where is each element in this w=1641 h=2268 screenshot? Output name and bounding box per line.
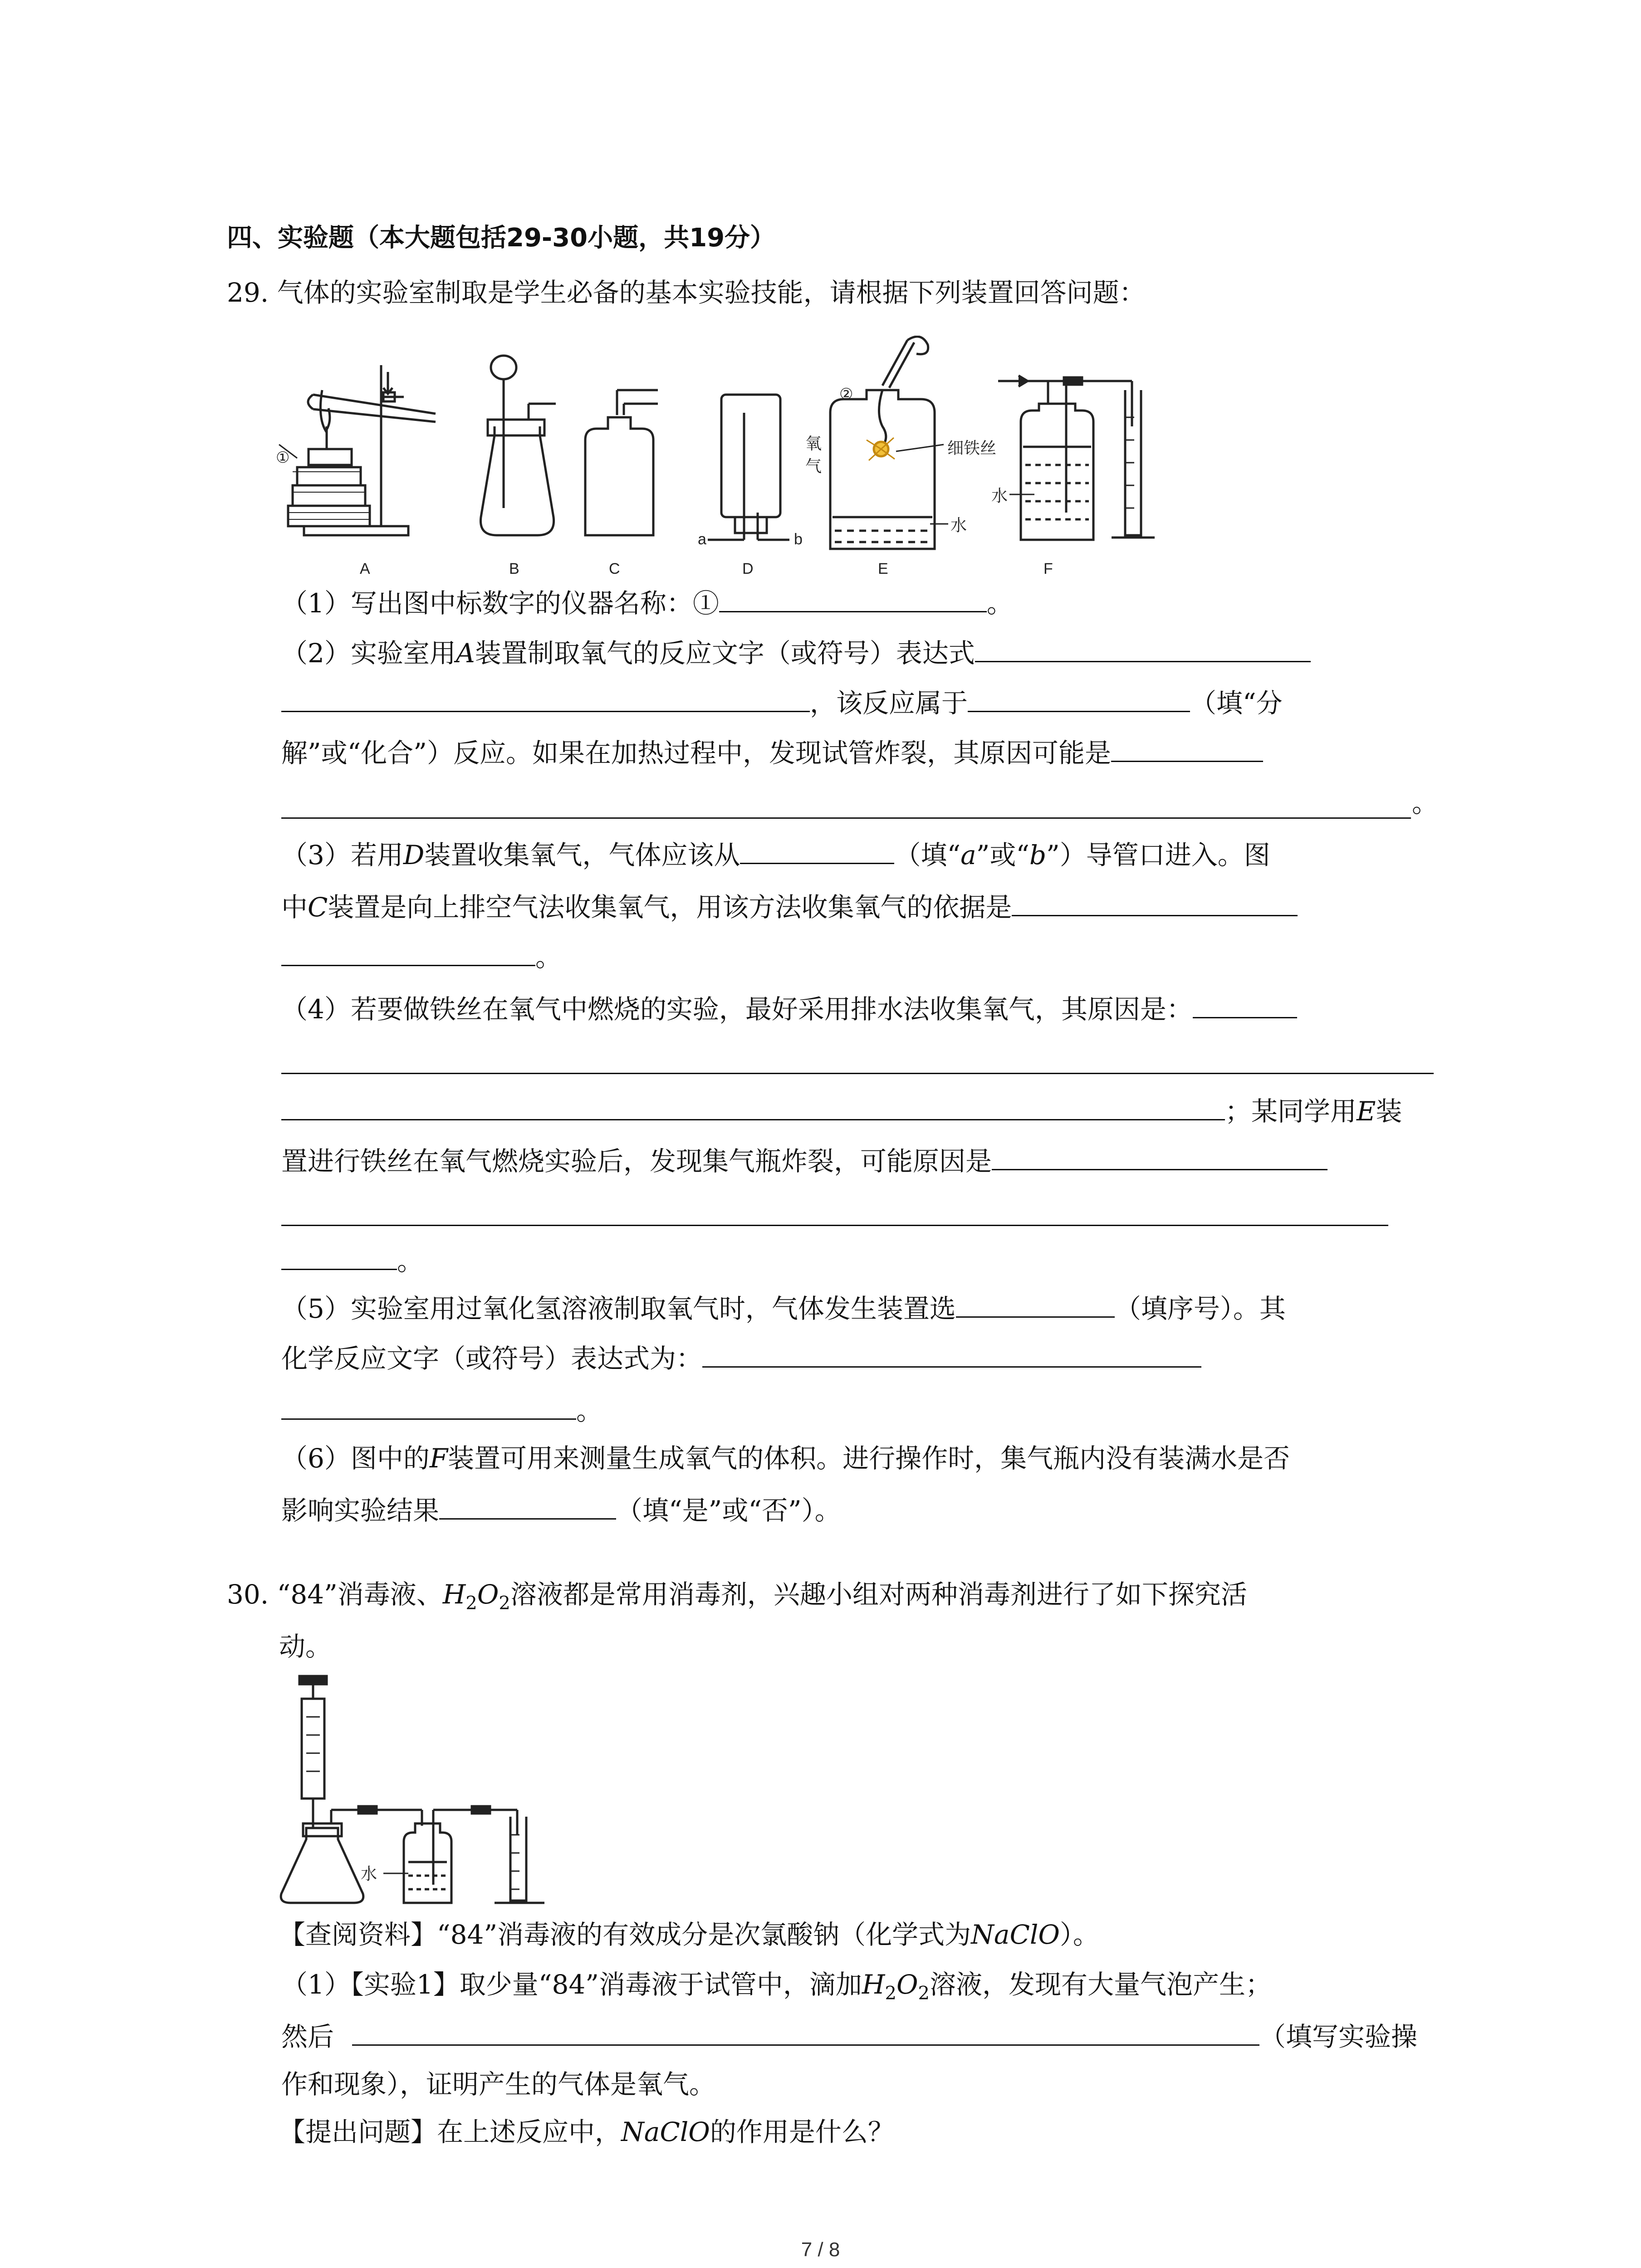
apparatus-b	[480, 356, 556, 535]
section-title: 四、实验题（本大题包括29-30小题，共19分）	[227, 223, 776, 253]
q29-part1: （1）写出图中标数字的仪器名称：① 。	[281, 583, 1013, 621]
mark-two: ②	[839, 386, 853, 403]
label-a: A	[360, 560, 370, 577]
answer-blank-3b[interactable]	[1012, 887, 1298, 916]
q30-experiment1-line2: 然后 （填写实验操	[281, 2016, 1417, 2055]
question-30-stem: 30. “84”消毒液、$H_2O_2$溶液都是常用消毒剂，兴趣小组对两种消毒剂进行了如下探究活	[227, 1579, 1247, 1614]
answer-blank-3c[interactable]	[281, 937, 535, 966]
q29-part5-line1: （5）实验室用过氧化氢溶液制取氧气时，气体发生装置选 （填序号）。其	[281, 1288, 1286, 1327]
q29-part4-line1: （4）若要做铁丝在氧气中燃烧的实验，最好采用排水法收集氧气，其原因是：	[281, 989, 1297, 1027]
answer-blank-4d[interactable]	[992, 1141, 1327, 1170]
answer-blank-2c[interactable]	[968, 683, 1190, 712]
q29-part4-line4: 置进行铁丝在氧气燃烧实验后，发现集气瓶炸裂，可能原因是	[281, 1141, 1327, 1179]
q30-experiment1-line1: （1）【实验1】取少量“84”消毒液于试管中，滴加$H_2O_2$溶液，发现有大量气泡产生；	[281, 1969, 1272, 2004]
answer-blank-4a[interactable]	[1193, 989, 1297, 1018]
oxygen-label-1: 氧	[805, 435, 822, 453]
q29-part6-line1: （6）图中的F装置可用来测量生成氧气的体积。进行操作时，集气瓶内没有装满水是否	[281, 1443, 1290, 1474]
answer-blank-6a[interactable]	[439, 1490, 616, 1520]
water-label-f: 水	[991, 487, 1008, 505]
q29-part3-line3: 。	[281, 937, 562, 975]
q29-part2-line3: 解”或“化合”）反应。如果在加热过程中，发现试管炸裂，其原因可能是	[281, 733, 1263, 771]
iron-wire-label: 细铁丝	[947, 439, 997, 458]
q29-part3-line2: 中C装置是向上排空气法收集氧气，用该方法收集氧气的依据是	[281, 887, 1298, 925]
answer-blank-5b[interactable]	[702, 1338, 1201, 1368]
q29-part2-line4: 。	[1412, 787, 1439, 818]
q30-question: 【提出问题】在上述反应中，NaClO的作用是什么？	[279, 2116, 894, 2147]
oxygen-label-2: 气	[805, 457, 822, 476]
q29-part4-line6: 。	[281, 1241, 423, 1279]
q29-part5-line2: 化学反应文字（或符号）表达式为：	[281, 1338, 1201, 1377]
tube-a-label: a	[698, 531, 706, 548]
answer-blank-2d[interactable]	[1111, 733, 1263, 762]
question-30-stem-line2: 动。	[279, 1631, 332, 1662]
apparatus-d	[708, 395, 789, 540]
q29-part6-line2: 影响实验结果 （填“是”或“否”）。	[281, 1490, 841, 1529]
water-label-e: 水	[950, 516, 967, 535]
label-f: F	[1043, 560, 1053, 577]
answer-blank-4c[interactable]	[281, 1091, 1225, 1120]
q29-part2-line2: ，该反应属于 （填“分	[281, 683, 1283, 721]
answer-blank-5a[interactable]	[956, 1288, 1115, 1318]
q29-part2-line1: （2）实验室用A装置制取氧气的反应文字（或符号）表达式	[281, 633, 1311, 671]
answer-blank-2b[interactable]	[281, 683, 810, 712]
answer-line-2e[interactable]	[281, 817, 1411, 819]
water-label-30: 水	[361, 1865, 377, 1883]
answer-blank-4f[interactable]	[281, 1241, 397, 1270]
answer-blank-3a[interactable]	[740, 835, 894, 864]
q29-part3-line1: （3）若用D装置收集氧气，气体应该从 （填“a”或“b”）导管口进入。图	[281, 835, 1270, 873]
apparatus-figure-29	[272, 336, 1157, 581]
apparatus-c	[585, 390, 658, 535]
answer-blank-1[interactable]	[719, 583, 987, 612]
answer-blank-5c[interactable]	[281, 1390, 576, 1420]
label-c: C	[609, 560, 620, 577]
answer-line-4e[interactable]	[281, 1225, 1388, 1226]
label-e: E	[878, 560, 888, 577]
answer-blank-30a[interactable]	[352, 2016, 1259, 2046]
q30-experiment1-line3: 作和现象），证明产生的气体是氧气。	[281, 2069, 716, 2100]
answer-blank-2a[interactable]	[975, 633, 1311, 662]
mark-one: ①	[276, 449, 290, 466]
apparatus-f	[998, 376, 1155, 540]
q30-reference: 【查阅资料】“84”消毒液的有效成分是次氯酸钠（化学式为NaClO）。	[279, 1919, 1099, 1950]
q29-part5-line3: 。	[281, 1390, 603, 1429]
apparatus-a	[279, 365, 436, 535]
q29-part4-line3: ；某同学用E装	[281, 1091, 1402, 1129]
page-number: 7 / 8	[801, 2239, 840, 2261]
apparatus-e	[830, 337, 948, 549]
label-b: B	[509, 560, 519, 577]
label-d: D	[742, 560, 754, 577]
answer-line-4b[interactable]	[281, 1073, 1434, 1074]
apparatus-figure-30	[272, 1672, 590, 1912]
question-29-stem: 29. 气体的实验室制取是学生必备的基本实验技能，请根据下列装置回答问题：	[227, 277, 1146, 308]
tube-b-label: b	[794, 531, 803, 548]
